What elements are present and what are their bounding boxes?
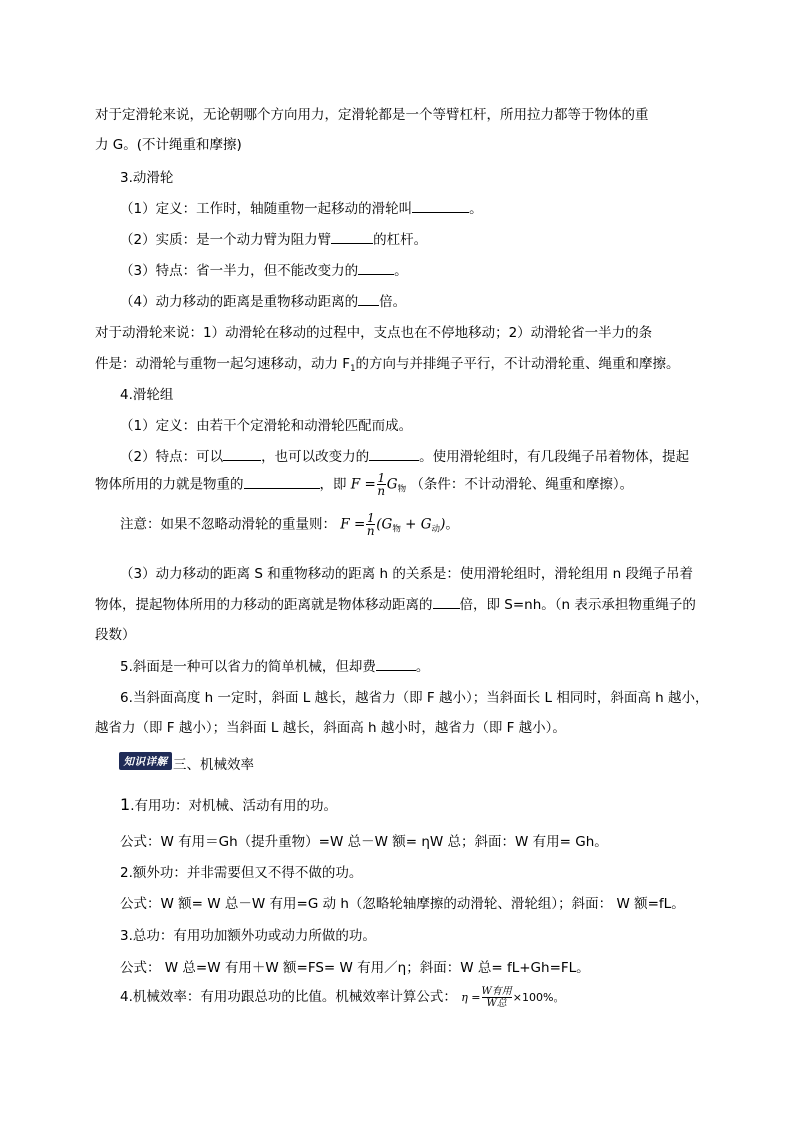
fraction-numerator: 1 <box>366 511 375 525</box>
feature-line2-text-a: 物体所用的力就是物重的 <box>95 476 244 493</box>
total-work-formula: 公式： W 总=W 有用＋W 额=FS= W 有用／η；斜面：W 总= fL+Gh=FL。 <box>120 960 590 976</box>
formula-g-subscript: 物 <box>397 484 407 495</box>
efficiency-eta: η = <box>461 991 481 1004</box>
fill-blank <box>358 273 394 275</box>
formula-force-lhs: F = <box>350 476 376 493</box>
movable-pulley-summary-line2 <box>95 352 679 374</box>
fill-blank <box>244 487 320 489</box>
summary-text-b: 的方向与并排绳子平行，不计动滑轮重、绳重和摩擦。 <box>355 356 680 372</box>
efficiency-definition <box>120 985 564 1009</box>
essence-text: （2）实质：是一个动力臂为阻力臂 <box>120 232 332 248</box>
fill-blank <box>358 304 379 306</box>
feature-text-a: （2）特点：可以 <box>120 449 224 465</box>
incline-line5 <box>120 655 429 675</box>
fixed-pulley-summary-line1: 对于定滑轮来说，无论朝哪个方向用力，定滑轮都是一个等臂杠杆，所用拉力都等于物体的重 <box>95 107 649 123</box>
formula-fraction <box>377 472 386 497</box>
fill-blank <box>376 669 416 671</box>
definition-text: （1）定义：工作时，轴随重物一起移动的滑轮叫 <box>120 201 413 217</box>
pulley-block-feature-line1 <box>120 445 689 465</box>
distance-text: （4）动力移动的距离是重物移动距离的 <box>120 294 359 310</box>
fraction-numerator: W有用 <box>481 985 512 997</box>
feature-line2-text-b: ，即 <box>319 476 347 493</box>
fill-blank <box>433 607 460 609</box>
summary-text-a: 件是：动滑轮与重物一起匀速移动，动力 F <box>95 356 351 372</box>
useful-work-formula: 公式：W 有用＝Gh（提升重物）=W 总－W 额= ηW 总；斜面：W 有用= Gh。 <box>120 834 608 850</box>
movable-pulley-definition <box>120 197 483 217</box>
fill-blank <box>369 459 419 461</box>
section-title: 三、机械效率 <box>173 757 254 773</box>
incline-line6b: 越省力（即 F 越小）；当斜面 L 越长，斜面高 h 越小时，越省力（即 F 越小）。 <box>95 720 566 736</box>
useful-work-heading <box>120 794 337 814</box>
definition-suffix: 。 <box>469 201 483 217</box>
extra-work-formula: 公式：W 额= W 总－W 有用=G 动 h（忽略轮轴摩擦的动滑轮、滑轮组）；斜面： W 额=fL。 <box>120 896 685 912</box>
useful-work-number: 1 <box>120 795 131 814</box>
pulley-block-distance-line3: 段数） <box>95 627 136 643</box>
knowledge-badge: 知识详解 <box>119 752 172 770</box>
movable-pulley-feature <box>120 259 408 279</box>
note-suffix: 。 <box>445 516 459 533</box>
fraction-denominator: n <box>377 484 386 498</box>
fraction-denominator: W总 <box>486 997 507 1009</box>
feature-text: （3）特点：省一半力，但不能改变力的 <box>120 263 359 279</box>
pulley-block-feature-line2 <box>95 472 633 497</box>
movable-pulley-summary-line1: 对于动滑轮来说：1）动滑轮在移动的过程中，支点也在不停地移动；2）动滑轮省一半力的条 <box>95 325 653 341</box>
fixed-pulley-summary-line2: 力 G。(不计绳重和摩擦) <box>95 137 242 153</box>
movable-pulley-essence <box>120 228 427 248</box>
useful-work-text: .有用功：对机械、活动有用的功。 <box>130 798 337 814</box>
incline-suffix: 。 <box>415 659 430 675</box>
total-work-heading: 3.总功：有用功加额外功或动力所做的功。 <box>120 928 376 944</box>
pulley-block-distance-line2 <box>95 593 696 613</box>
efficiency-text: 4.机械效率：有用功跟总功的比值。机械效率计算公式： <box>120 989 457 1005</box>
feature-suffix: 。 <box>394 263 408 279</box>
pulley-block-definition: （1）定义：由若干个定滑轮和动滑轮匹配而成。 <box>120 418 413 434</box>
fill-blank <box>412 211 469 213</box>
note-g-subscript-2: 动 <box>431 524 441 535</box>
note-fraction <box>366 512 375 537</box>
incline-text: 5.斜面是一种可以省力的简单机械，但却费 <box>120 659 376 675</box>
feature-text-c: 。使用滑轮组时，有几段绳子吊着物体，提起 <box>419 449 690 465</box>
fill-blank <box>331 242 373 244</box>
note-plus-g: + G <box>400 516 432 533</box>
distance-text-b: 倍，即 S=nh。（n 表示承担物重绳子的 <box>459 597 696 613</box>
efficiency-tail: ×100%。 <box>512 991 565 1004</box>
fraction-numerator: 1 <box>377 471 386 485</box>
note-force-lhs: F = <box>340 516 366 533</box>
essence-suffix: 的杠杆。 <box>373 232 428 248</box>
fill-blank <box>223 459 261 461</box>
fraction-denominator: n <box>366 524 375 538</box>
note-paren-close: ) <box>440 516 446 533</box>
pulley-block-distance-line1: （3）动力移动的距离 S 和重物移动的距离 h 的关系是：使用滑轮组时，滑轮组用 n 段绳子吊着 <box>120 566 694 582</box>
movable-pulley-distance <box>120 290 406 310</box>
incline-line6a: 6.当斜面高度 h 一定时，斜面 L 越长，越省力（即 F 越小）；当斜面长 L 相同时，斜面高 h 越小， <box>120 690 709 706</box>
feature-text-b: ，也可以改变力的 <box>261 449 370 465</box>
efficiency-fraction <box>482 986 512 1009</box>
f1-subscript: 1 <box>350 364 356 374</box>
distance-text-a: 物体，提起物体所用的力移动的距离就是物体移动距离的 <box>95 597 433 613</box>
movable-pulley-heading: 3.动滑轮 <box>120 170 174 186</box>
pulley-block-heading: 4.滑轮组 <box>120 387 174 403</box>
pulley-block-note <box>120 512 459 537</box>
extra-work-heading: 2.额外功：并非需要但又不得不做的功。 <box>120 865 363 881</box>
note-g-subscript-1: 物 <box>392 524 401 535</box>
distance-suffix: 倍。 <box>379 294 407 310</box>
note-g: (G <box>376 516 393 533</box>
feature-line2-condition: （条件：不计动滑轮、绳重和摩擦）。 <box>410 476 634 493</box>
formula-g: G <box>386 476 398 493</box>
note-text: 注意：如果不忽略动滑轮的重量则： <box>120 516 336 533</box>
